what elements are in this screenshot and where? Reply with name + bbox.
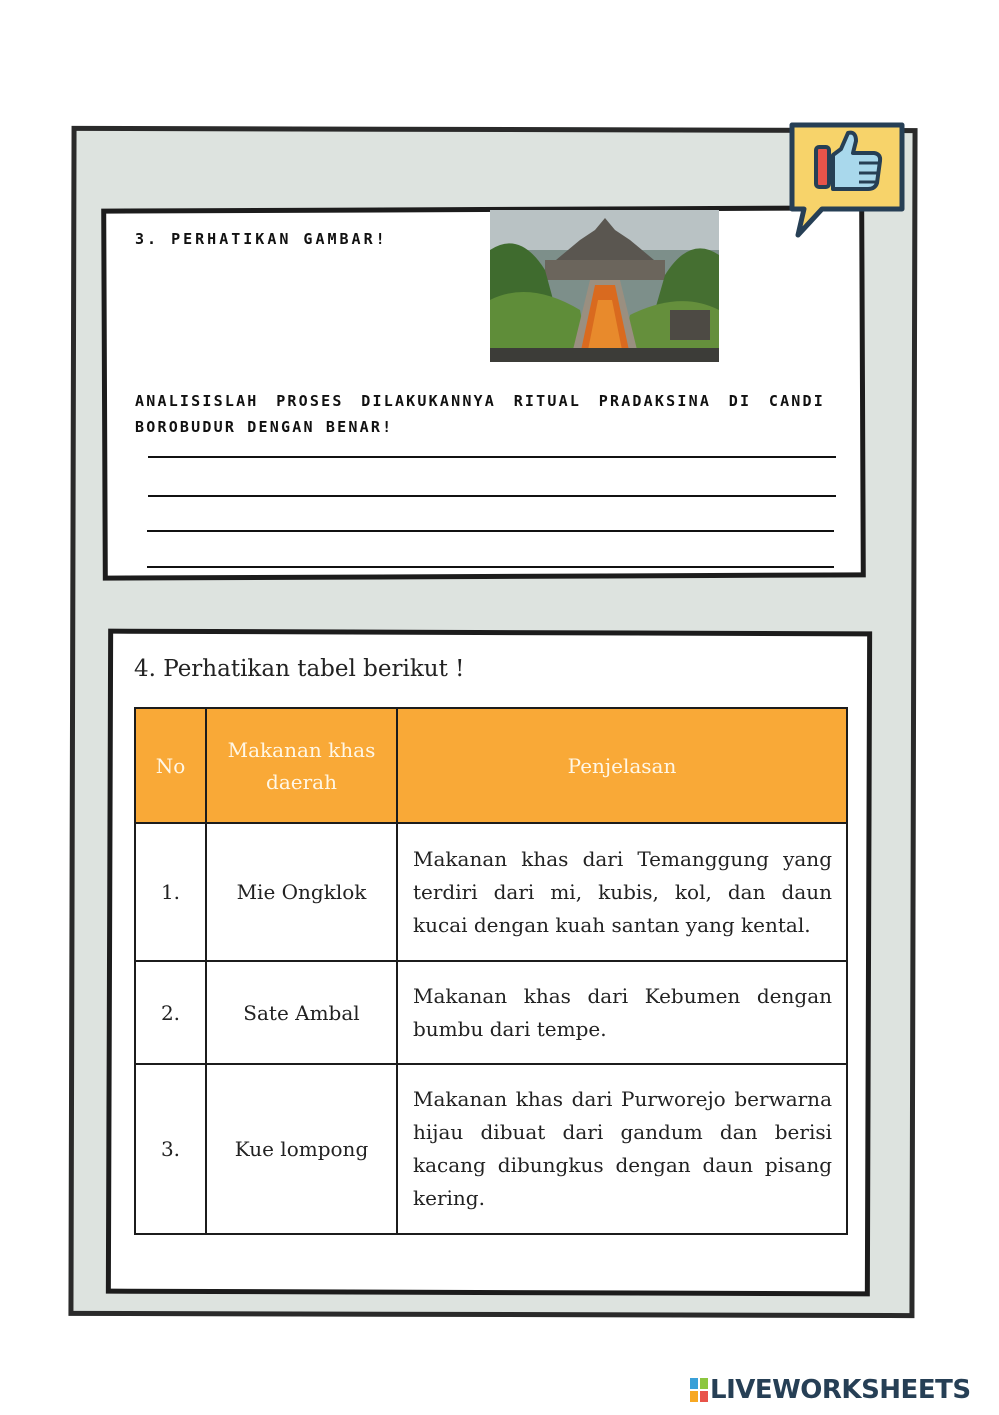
food-description: Makanan khas dari Purworejo berwarna hijau dibuat dari gandum dan berisi kacang dibungkus dengan daun pisang kering. <box>397 1064 847 1234</box>
food-name: Mie Ongklok <box>206 823 397 961</box>
borobudur-photo <box>490 210 719 362</box>
table-header-row <box>135 708 847 823</box>
question-3-instruction: ANALISISLAH PROSES DILAKUKANNYA RITUAL PRADAKSINA DI CANDI BOROBUDUR DENGAN BENAR! <box>135 392 825 436</box>
question-3-title: 3. PERHATIKAN GAMBAR! <box>135 230 388 248</box>
answer-line[interactable] <box>147 530 834 532</box>
answer-line[interactable] <box>148 495 836 497</box>
header-description: Penjelasan <box>397 708 847 823</box>
table-row <box>135 1064 847 1234</box>
answer-line[interactable] <box>148 456 836 458</box>
answer-line[interactable] <box>147 566 834 568</box>
row-number: 3. <box>135 1064 206 1234</box>
header-food: Makanan khas daerah <box>206 708 397 823</box>
row-number: 2. <box>135 961 206 1064</box>
regional-food-table <box>134 707 848 1235</box>
thumbs-up-badge <box>786 117 910 241</box>
row-number: 1. <box>135 823 206 961</box>
brand-name: LIVEWORKSHEETS <box>710 1375 971 1405</box>
table-row <box>135 823 847 961</box>
food-description: Makanan khas dari Kebumen dengan bumbu dari tempe. <box>397 961 847 1064</box>
table-row <box>135 961 847 1064</box>
liveworksheets-logo[interactable] <box>690 1375 990 1405</box>
food-description: Makanan khas dari Temanggung yang terdiri dari mi, kubis, kol, dan daun kucai dengan kuah santan yang kental. <box>397 823 847 961</box>
live-mark-icon <box>690 1378 708 1402</box>
food-name: Kue lompong <box>206 1064 397 1234</box>
question-4-title: 4. Perhatikan tabel berikut ! <box>134 656 465 682</box>
header-no: No <box>135 708 206 823</box>
food-name: Sate Ambal <box>206 961 397 1064</box>
